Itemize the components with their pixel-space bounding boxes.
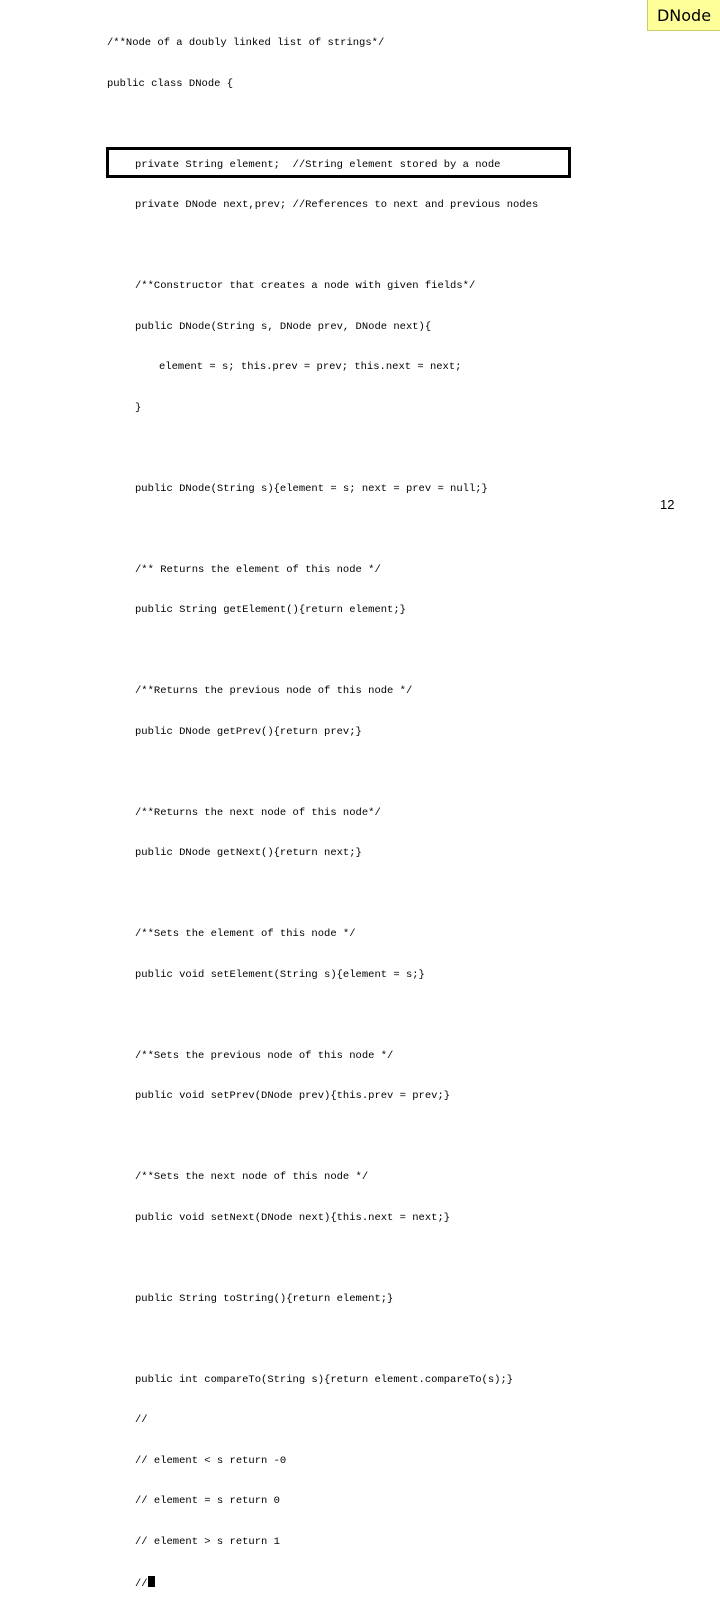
- code-blank-line: [107, 1252, 577, 1266]
- code-line-compare-to: public int compareTo(String s){return element.compareTo(s);}: [135, 1373, 514, 1386]
- highlight-box: [106, 147, 571, 178]
- code-line-class-decl: public class DNode {: [107, 77, 234, 90]
- code-line-get-next-comment: /**Returns the next node of this node*/: [135, 806, 381, 819]
- code-line-set-element: public void setElement(String s){element = s;}: [135, 968, 425, 981]
- code-line-field-element: private String element; //String element stored by a node: [135, 158, 501, 171]
- code-line-comment-greater: // element > s return 1: [135, 1535, 280, 1548]
- code-line-comment-blank: //: [135, 1414, 148, 1426]
- code-blank-line: [107, 240, 577, 254]
- code-line-ctor-body: element = s; this.prev = prev; this.next = next;: [159, 361, 462, 373]
- code-blank-line: [107, 1131, 577, 1145]
- code-blank-line: [107, 1333, 577, 1347]
- code-line-ctor-close: }: [135, 401, 142, 414]
- code-line-ctor2: public DNode(String s){element = s; next = prev = null;}: [135, 482, 488, 495]
- code-line-header-comment: /**Node of a doubly linked list of strings*/: [107, 37, 385, 49]
- code-blank-line: [107, 766, 577, 780]
- code-blank-line: [107, 1009, 577, 1023]
- code-line-set-prev-comment: /**Sets the previous node of this node */: [135, 1049, 394, 1062]
- code-line-to-string: public String toString(){return element;}: [135, 1292, 394, 1305]
- code-blank-line: [107, 523, 577, 537]
- code-blank-line: [107, 442, 577, 456]
- slide-title: DNode: [647, 0, 720, 31]
- code-blank-line: [107, 888, 577, 902]
- code-line-get-prev: public DNode getPrev(){return prev;}: [135, 725, 362, 738]
- code-line-get-next: public DNode getNext(){return next;}: [135, 847, 362, 859]
- page-number: 12: [660, 497, 675, 512]
- code-line-comment-last: [107, 1576, 577, 1590]
- code-line-comment-equal: // element = s return 0: [135, 1495, 280, 1507]
- code-line-get-prev-comment: /**Returns the previous node of this node */: [135, 685, 413, 697]
- code-line-set-element-comment: /**Sets the element of this node */: [135, 928, 356, 940]
- code-blank-line: [107, 645, 577, 659]
- code-line-get-element: public String getElement(){return element;}: [135, 604, 406, 616]
- code-line-get-element-comment: /** Returns the element of this node */: [135, 563, 381, 576]
- code-blank-line: [107, 118, 577, 132]
- code-line-ctor-comment: /**Constructor that creates a node with given fields*/: [135, 280, 476, 292]
- code-line-set-next-comment: /**Sets the next node of this node */: [135, 1171, 369, 1183]
- code-line-ctor-signature: public DNode(String s, DNode prev, DNode next){: [135, 320, 432, 333]
- code-listing: [107, 10, 577, 1617]
- code-line-comment-last-text: //: [135, 1578, 148, 1590]
- code-line-comment-less: // element < s return -0: [135, 1454, 287, 1467]
- text-cursor: [148, 1576, 155, 1587]
- code-line-set-prev: public void setPrev(DNode prev){this.prev = prev;}: [135, 1090, 451, 1102]
- code-line-field-links: private DNode next,prev; //References to next and previous nodes: [135, 199, 539, 211]
- code-line-set-next: public void setNext(DNode next){this.next = next;}: [135, 1211, 451, 1224]
